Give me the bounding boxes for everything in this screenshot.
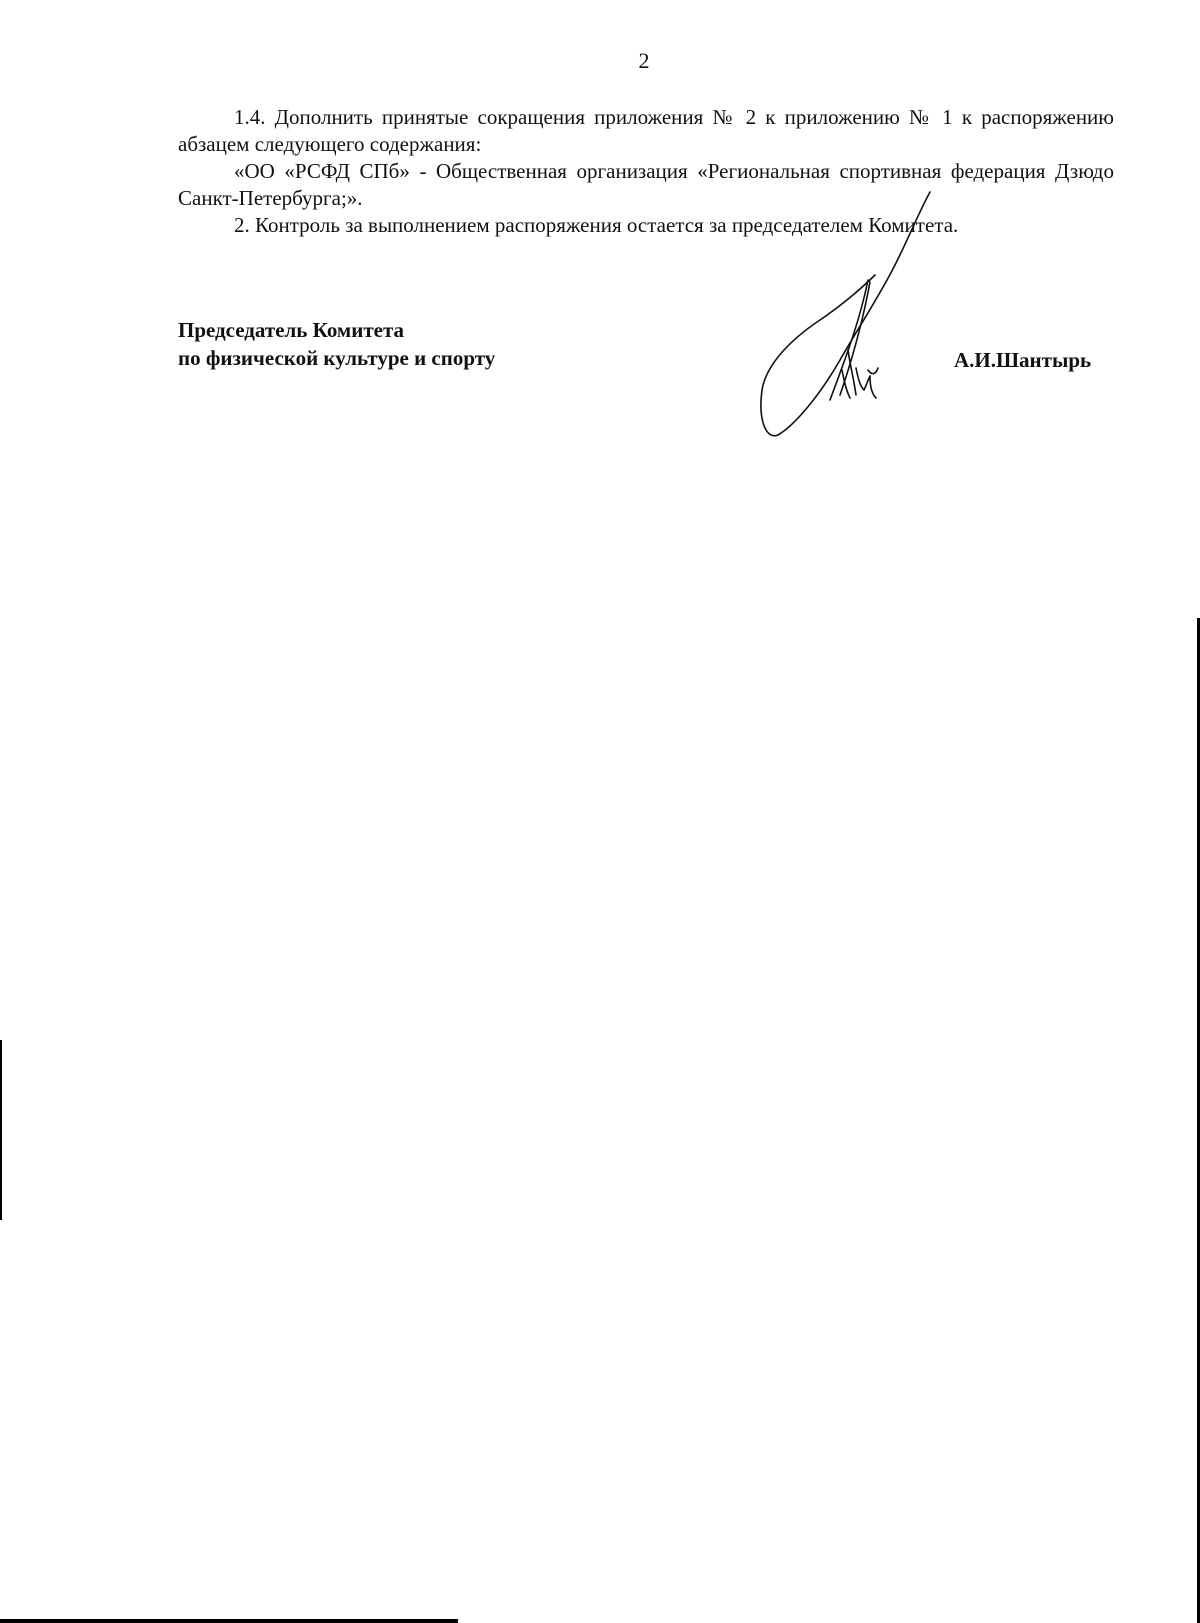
document-body <box>178 104 1114 239</box>
signatory-position-line2: по физической культуре и спорту <box>178 346 496 370</box>
signatory-position-line1: Председатель Комитета <box>178 318 405 342</box>
signatory-name: А.И.Шантырь <box>954 348 1092 372</box>
handwritten-signature-icon <box>760 190 960 450</box>
paragraph-abbreviation: «ОО «РСФД СПб» - Общественная организация «Региональная спортивная федерация Дзюдо Санкт-Петербурга;». <box>178 159 1114 210</box>
page-number: 2 <box>638 48 650 73</box>
paragraph-1-4: 1.4. Дополнить принятые сокращения приложения № 2 к приложению № 1 к распоряжению абзацем следующего содержания: <box>178 105 1114 156</box>
paragraph-2-control: 2. Контроль за выполнением распоряжения остается за председателем Комитета. <box>234 213 959 237</box>
scan-edge-left <box>0 1040 2 1220</box>
signatory-position <box>178 316 495 372</box>
scan-edge-bottom <box>0 1619 458 1623</box>
